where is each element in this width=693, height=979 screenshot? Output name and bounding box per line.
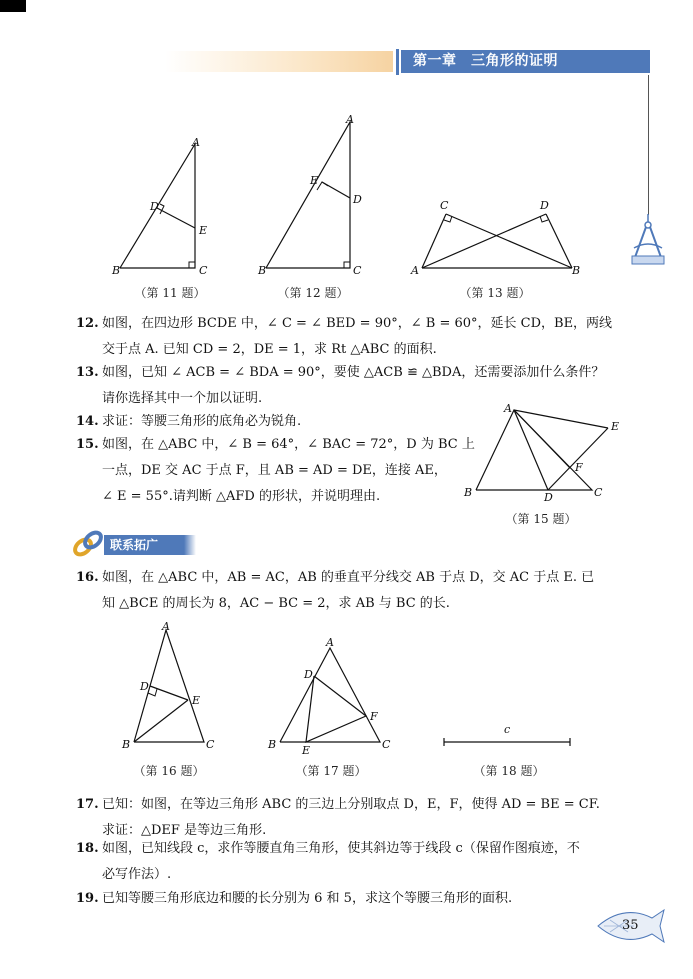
label-B: B xyxy=(268,738,277,751)
chapter-title: 第一章 三角形的证明 xyxy=(401,50,650,73)
corner-mark xyxy=(0,0,26,12)
label-A: A xyxy=(326,636,334,649)
caption-16: （第 16 题） xyxy=(133,764,205,778)
problem-number: 13. xyxy=(76,365,99,380)
caption-12: （第 12 题） xyxy=(277,286,349,300)
label-C: C xyxy=(594,486,603,499)
caption-15: （第 15 题） xyxy=(505,512,577,526)
label-D: D xyxy=(140,680,149,693)
caption-13: （第 13 题） xyxy=(459,286,531,300)
label-B: B xyxy=(572,264,581,277)
figure-13 xyxy=(408,198,588,278)
label-D: D xyxy=(304,668,313,681)
problem-line: 如图，已知 ∠ ACB = ∠ BDA = 90°，要使 △ACB ≌ △BDA，还需要添加什么条件？ xyxy=(102,365,605,380)
section-decoration xyxy=(184,535,196,555)
label-C: C xyxy=(199,264,208,277)
label-D: D xyxy=(150,200,159,213)
label-A: A xyxy=(504,402,512,415)
label-C: C xyxy=(440,199,449,212)
problem-number: 18. xyxy=(76,841,99,856)
label-D: D xyxy=(544,491,553,504)
caption-17: （第 17 题） xyxy=(295,764,367,778)
header-decoration xyxy=(165,51,393,72)
label-A: A xyxy=(346,113,354,126)
problem-15 xyxy=(76,432,475,510)
problem-line: 如图，在 △ABC 中，∠ B = 64°，∠ BAC = 72°，D 为 BC 上 xyxy=(102,437,475,452)
figure-16 xyxy=(118,620,218,750)
label-A: A xyxy=(411,264,419,277)
margin-line xyxy=(648,75,649,215)
problem-line: 请你选择其中一个加以证明. xyxy=(102,391,263,406)
header-separator xyxy=(396,49,399,75)
label-E: E xyxy=(192,694,201,707)
label-E: E xyxy=(302,744,311,757)
label-E: E xyxy=(199,224,208,237)
problem-line: 求证：△DEF 是等边三角形. xyxy=(102,823,267,838)
label-D: D xyxy=(353,193,362,206)
label-C: C xyxy=(382,738,391,751)
problem-line: 求证：等腰三角形的底角必为锐角. xyxy=(102,414,302,429)
problem-line: 必写作法）. xyxy=(102,867,172,882)
figure-17 xyxy=(266,636,396,757)
section-title: 联系拓广 xyxy=(104,535,184,555)
page-number-badge xyxy=(594,906,666,946)
problem-number: 12. xyxy=(76,316,99,331)
label-F: F xyxy=(575,461,583,474)
figure-11 xyxy=(112,136,222,276)
problem-number: 19. xyxy=(76,891,99,906)
problem-line: 已知等腰三角形底边和腰的长分别为 6 和 5，求这个等腰三角形的面积. xyxy=(102,891,513,906)
label-B: B xyxy=(258,264,267,277)
label-c: c xyxy=(504,723,511,736)
figure-15 xyxy=(460,400,630,504)
caption-18: （第 18 题） xyxy=(473,764,545,778)
problem-number: 16. xyxy=(76,570,99,585)
label-B: B xyxy=(464,486,473,499)
problem-number: 17. xyxy=(76,797,99,812)
problem-19 xyxy=(76,886,512,912)
problem-16 xyxy=(76,565,594,617)
label-B: B xyxy=(112,264,121,277)
problem-line: 如图，在四边形 BCDE 中，∠ C = ∠ BED = 90°，∠ B = 60°，延长 CD，BE，两线 xyxy=(102,316,613,331)
problem-number: 15. xyxy=(76,437,99,452)
problem-line: 一点，DE 交 AC 于点 F，且 AB = AD = DE，连接 AE， xyxy=(102,463,447,478)
label-B: B xyxy=(122,738,131,751)
label-A: A xyxy=(192,136,200,149)
label-F: F xyxy=(370,710,378,723)
label-C: C xyxy=(206,738,215,751)
label-C: C xyxy=(353,264,362,277)
problem-line: 知 △BCE 的周长为 8，AC − BC = 2，求 AB 与 BC 的长. xyxy=(102,596,450,611)
problem-line: 如图，已知线段 c，求作等腰直角三角形，使其斜边等于线段 c（保留作图痕迹，不 xyxy=(102,841,580,856)
figure-12 xyxy=(258,114,368,276)
problem-line: 如图，在 △ABC 中，AB = AC，AB 的垂直平分线交 AB 于点 D，交 AC 于点 E. 已 xyxy=(102,570,595,585)
problem-line: 交于点 A. 已知 CD = 2，DE = 1，求 Rt △ABC 的面积. xyxy=(102,342,437,357)
problem-18 xyxy=(76,836,580,888)
compass-icon xyxy=(628,212,668,268)
label-E: E xyxy=(310,174,319,187)
label-A: A xyxy=(162,620,170,633)
caption-11: （第 11 题） xyxy=(134,286,206,300)
problem-line: ∠ E = 55°.请判断 △AFD 的形状，并说明理由. xyxy=(102,489,381,504)
page-number: 35 xyxy=(622,918,639,933)
label-E: E xyxy=(611,420,620,433)
problem-line: 已知：如图，在等边三角形 ABC 的三边上分别取点 D，E，F，使得 AD = BE = CF. xyxy=(102,797,600,812)
figure-18 xyxy=(440,722,580,748)
problem-number: 14. xyxy=(76,414,99,429)
problem-12 xyxy=(76,311,612,363)
label-D: D xyxy=(540,199,549,212)
chain-link-icon xyxy=(70,529,106,559)
